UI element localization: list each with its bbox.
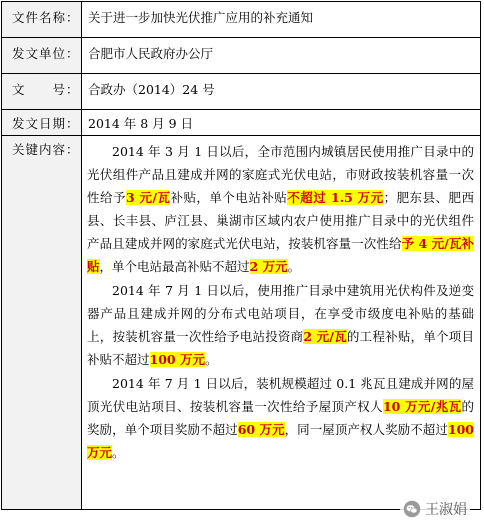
file-name-label: 文件名称： xyxy=(2,2,82,38)
paragraph-text: 的工程补贴，单个项目补贴不超过 xyxy=(87,329,474,367)
paragraph-text: 补贴，单个电站补贴 xyxy=(170,190,288,205)
row-issue-date xyxy=(2,110,481,136)
row-issuer xyxy=(2,38,481,74)
document-info-table xyxy=(1,1,481,510)
doc-number-label: 文 号： xyxy=(2,74,82,110)
row-key-content xyxy=(2,136,481,510)
paragraph-text: 。 xyxy=(204,352,218,367)
highlighted-amount: 3 元/瓦 xyxy=(125,190,171,205)
highlighted-amount: 10 万元/兆瓦 xyxy=(382,399,462,414)
highlighted-amount: 予 4 元/瓦补贴 xyxy=(87,236,474,274)
paragraph-text: 。 xyxy=(287,259,301,274)
paragraph-residential-subsidy xyxy=(87,140,474,278)
row-file-name xyxy=(2,2,481,38)
watermark-text: 王淑娟 xyxy=(425,502,467,518)
paragraph-text: ，同一屋顶产权人奖励不超过 xyxy=(284,422,448,437)
key-content-label: 关键内容： xyxy=(2,136,82,510)
paragraph-rooftop-reward xyxy=(87,372,474,464)
paragraph-text: ；肥东县、肥西县、长丰县、庐江县、巢湖市区域内农户使用推广目录中的光伏组件产品且建成并网的家庭式光伏电站，按装机容量一次性给 xyxy=(87,190,474,251)
row-doc-number xyxy=(2,74,481,110)
highlighted-amount: 2 元/瓦 xyxy=(303,329,347,344)
highlighted-amount: 60 万元 xyxy=(237,422,285,437)
paragraph-text: 的奖励，单个项目奖励不超过 xyxy=(87,399,474,437)
highlighted-amount: 不超过 1.5 万元 xyxy=(287,190,384,205)
issue-date-label: 发文日期： xyxy=(2,110,82,136)
highlighted-amount: 100 万元 xyxy=(149,352,205,367)
paragraph-distributed-subsidy xyxy=(87,279,474,371)
paragraph-text: 2014 年 3 月 1 日以后，全市范围内城镇居民使用推广目录中的光伏组件产品且建成并网的家庭式光伏电站，市财政按装机容量一次性给予 xyxy=(87,144,474,205)
wechat-icon xyxy=(403,500,421,518)
highlighted-amount: 100 万元 xyxy=(87,422,474,460)
issue-date-value: 2014 年 8 月 9 日 xyxy=(82,110,481,136)
issuer-label: 发文单位： xyxy=(2,38,82,74)
paragraph-text: ，单个电站最高补贴不超过 xyxy=(99,259,250,274)
issuer-value: 合肥市人民政府办公厅 xyxy=(82,38,481,74)
watermark xyxy=(400,498,470,520)
paragraph-text: 2014 年 7 月 1 日以后，装机规模超过 0.1 兆瓦且建成并网的屋顶光伏电站项目、按装机容量一次性给予屋顶产权人 xyxy=(87,376,474,414)
doc-number-value: 合政办（2014）24 号 xyxy=(82,74,481,110)
highlighted-amount: 2 万元 xyxy=(249,259,288,274)
file-name-value: 关于进一步加快光伏推广应用的补充通知 xyxy=(82,2,481,38)
paragraph-text: 2014 年 7 月 1 日以后，使用推广目录中建筑用光伏构件及逆变器产品且建成并网的分布式电站项目，在享受市级度电补贴的基础上，按装机容量一次性给予电站投资商 xyxy=(87,283,474,344)
paragraph-text: 。 xyxy=(112,445,125,460)
key-content-body xyxy=(82,136,481,510)
